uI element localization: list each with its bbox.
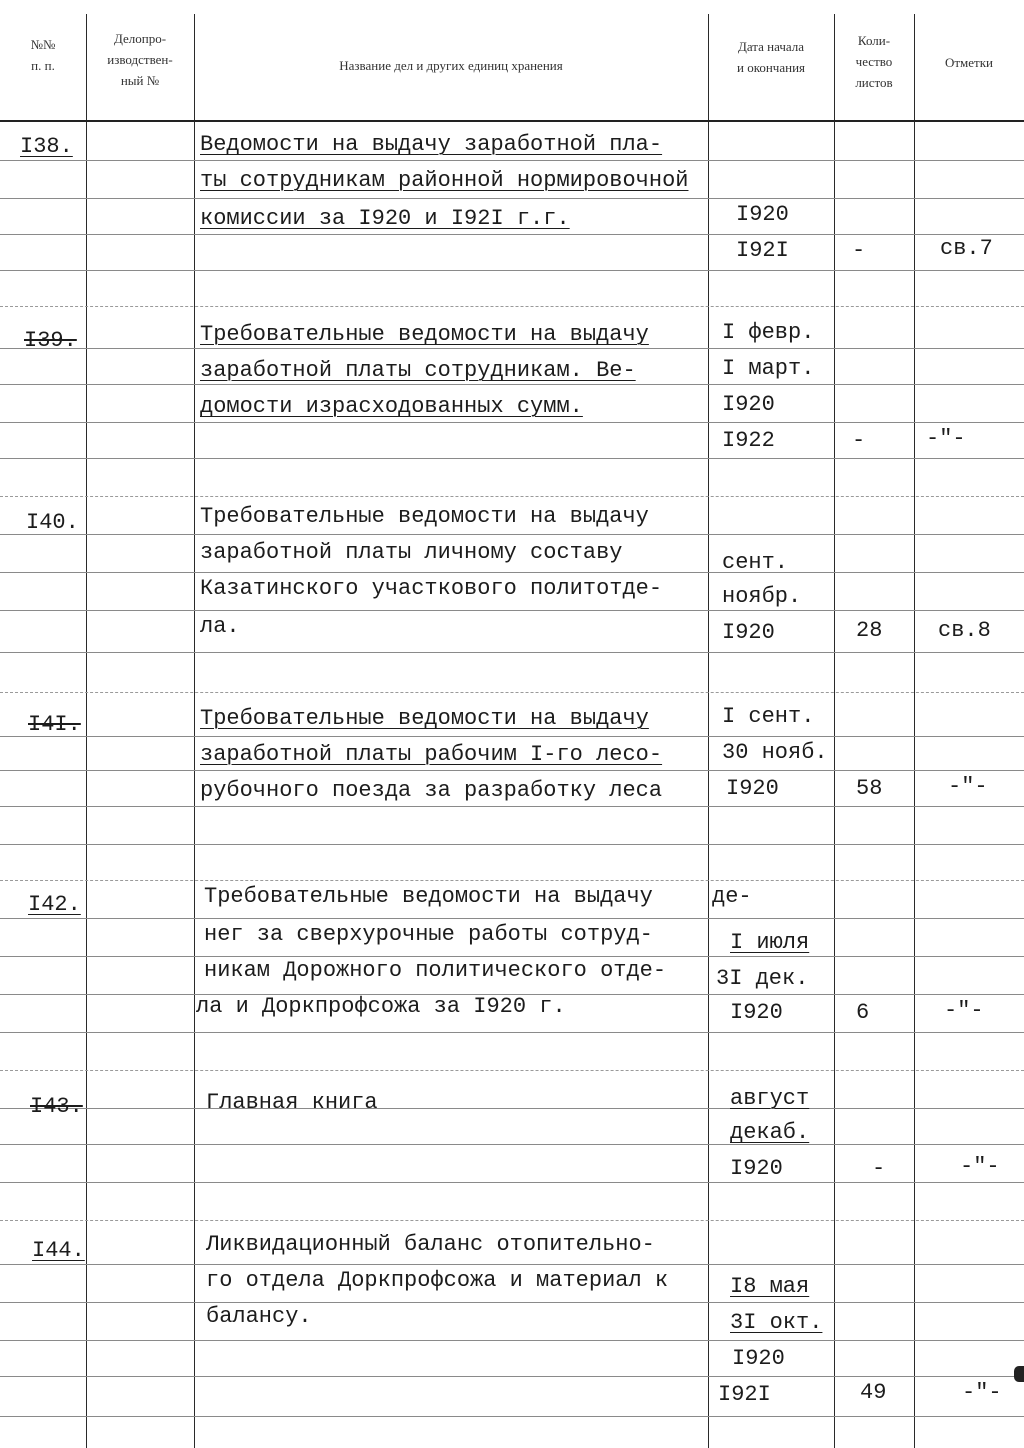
ruled-line <box>0 652 1024 653</box>
entry-date: I сент. <box>722 704 815 729</box>
entry-note: -"- <box>944 998 984 1023</box>
entry-title-line: балансу. <box>206 1304 312 1329</box>
header-case-number: Делопро- изводствен- ный № <box>107 31 173 88</box>
entry-title-line: Главная книга <box>206 1090 378 1115</box>
entry-sheet-count: - <box>872 1156 886 1181</box>
entry-date: I92I <box>736 238 789 263</box>
entry-date: I8 мая <box>730 1274 810 1299</box>
entry-date: август <box>730 1086 810 1111</box>
ruled-line <box>0 1144 1024 1145</box>
column-divider <box>86 14 87 1448</box>
entry-date: 30 нояб. <box>722 740 828 765</box>
ruled-line <box>0 1220 1024 1221</box>
entry-date: I920 <box>722 392 775 417</box>
entry-date: I март. <box>722 356 815 381</box>
header-sheet-count: Коли- чество листов <box>855 33 893 90</box>
ruled-line <box>0 918 1024 919</box>
ruled-line <box>0 306 1024 307</box>
entry-date: 3I окт. <box>730 1310 823 1335</box>
ruled-line <box>0 806 1024 807</box>
entry-sheet-count: - <box>852 238 866 263</box>
entry-title-line: комиссии за I920 и I92I г.г. <box>200 206 570 231</box>
column-divider <box>914 14 915 1448</box>
entry-date: ноябр. <box>722 584 802 609</box>
header-dates: Дата начала и окончания <box>736 39 806 75</box>
entry-title-line: ты сотрудникам районной нормировочной <box>200 168 689 193</box>
entry-number: I38. <box>20 134 73 159</box>
ruled-line <box>0 1070 1024 1071</box>
entry-title-line: никам Дорожного политического отде- <box>204 958 667 983</box>
ruled-line <box>0 844 1024 845</box>
entry-title-line: заработной платы личному составу <box>200 540 623 565</box>
entry-title-line: Требовательные ведомости на выдачу <box>204 884 653 909</box>
punch-mark <box>1014 1366 1024 1382</box>
entry-date: I920 <box>732 1346 785 1371</box>
entry-title-line: заработной платы сотрудникам. Ве- <box>200 358 636 383</box>
ruled-line <box>0 880 1024 881</box>
ruled-line <box>0 422 1024 423</box>
ruled-line <box>0 160 1024 161</box>
ruled-line <box>0 1416 1024 1417</box>
entry-note: -"- <box>948 774 988 799</box>
entry-title-line: Требовательные ведомости на выдачу <box>200 322 649 347</box>
entry-date: декаб. <box>730 1120 810 1145</box>
ruled-line <box>0 572 1024 573</box>
entry-date: I922 <box>722 428 775 453</box>
ruled-line <box>0 384 1024 385</box>
ruled-line <box>0 1108 1024 1109</box>
ruled-line <box>0 534 1024 535</box>
ruled-line <box>0 770 1024 771</box>
ruled-line <box>0 1182 1024 1183</box>
entry-sheet-count: 28 <box>856 618 883 643</box>
ruled-line <box>0 610 1024 611</box>
entry-sheet-count: - <box>852 428 866 453</box>
ruled-line <box>0 1376 1024 1377</box>
entry-number: I43. <box>30 1094 83 1119</box>
entry-note: -"- <box>962 1380 1002 1405</box>
ruled-line <box>0 270 1024 271</box>
ruled-line <box>0 496 1024 497</box>
entry-sheet-count: 58 <box>856 776 883 801</box>
ruled-line <box>0 692 1024 693</box>
ruled-line <box>0 1264 1024 1265</box>
entry-number: I4I. <box>28 712 81 737</box>
ruled-line <box>0 348 1024 349</box>
entry-date: I920 <box>726 776 779 801</box>
entry-title-line: Ликвидационный баланс отопительно- <box>206 1232 655 1257</box>
entry-title-line: Казатинского участкового политотде- <box>200 576 663 601</box>
header-title: Название дел и других единиц хранения <box>339 58 563 73</box>
entry-title-line: рубочного поезда за разработку леса <box>200 778 663 803</box>
entry-date: 3I дек. <box>716 966 809 991</box>
entry-title-line: домости израсходованных сумм. <box>200 394 583 419</box>
entry-date: сент. <box>722 550 789 575</box>
entry-date: I920 <box>730 1000 783 1025</box>
entry-title-line: го отдела Доркпрофсожа и материал к <box>206 1268 669 1293</box>
ruled-line <box>0 956 1024 957</box>
entry-title-line: Требовательные ведомости на выдачу <box>200 504 649 529</box>
entry-title-line: ла. <box>200 614 240 639</box>
entry-title-line: Требовательные ведомости на выдачу <box>200 706 649 731</box>
ruled-line <box>0 198 1024 199</box>
entry-title-line: нег за сверхурочные работы сотруд- <box>204 922 653 947</box>
entry-title-line: заработной платы рабочим I-го лесо- <box>200 742 663 767</box>
entry-number: I39. <box>24 328 77 353</box>
entry-date: I920 <box>722 620 775 645</box>
entry-number: I42. <box>28 892 81 917</box>
entry-note: св.8 <box>938 618 991 643</box>
header-rule <box>0 120 1024 122</box>
ruled-line <box>0 234 1024 235</box>
entry-sheet-count: 6 <box>856 1000 870 1025</box>
entry-number: I40. <box>26 510 79 535</box>
entry-date: I920 <box>736 202 789 227</box>
entry-date: I июля <box>730 930 810 955</box>
header-num: №№ п. п. <box>30 37 56 73</box>
entry-title-line: ла и Доркпрофсожа за I920 г. <box>196 994 566 1019</box>
entry-date: I92I <box>718 1382 771 1407</box>
column-divider <box>708 14 709 1448</box>
entry-note: -"- <box>960 1154 1000 1179</box>
entry-title-line: Ведомости на выдачу заработной пла- <box>200 132 663 157</box>
entry-date: I920 <box>730 1156 783 1181</box>
entry-number: I44. <box>32 1238 85 1263</box>
entry-note: св.7 <box>940 236 993 261</box>
column-divider <box>194 14 195 1448</box>
entry-date: I февр. <box>722 320 815 345</box>
column-divider <box>834 14 835 1448</box>
entry-note: -"- <box>926 426 966 451</box>
ruled-line <box>0 458 1024 459</box>
ruled-line <box>0 1340 1024 1341</box>
header-notes: Отметки <box>944 55 994 70</box>
ruled-line <box>0 736 1024 737</box>
ruled-line <box>0 1302 1024 1303</box>
ruled-line <box>0 1032 1024 1033</box>
entry-date: де- <box>712 884 752 909</box>
entry-sheet-count: 49 <box>860 1380 887 1405</box>
